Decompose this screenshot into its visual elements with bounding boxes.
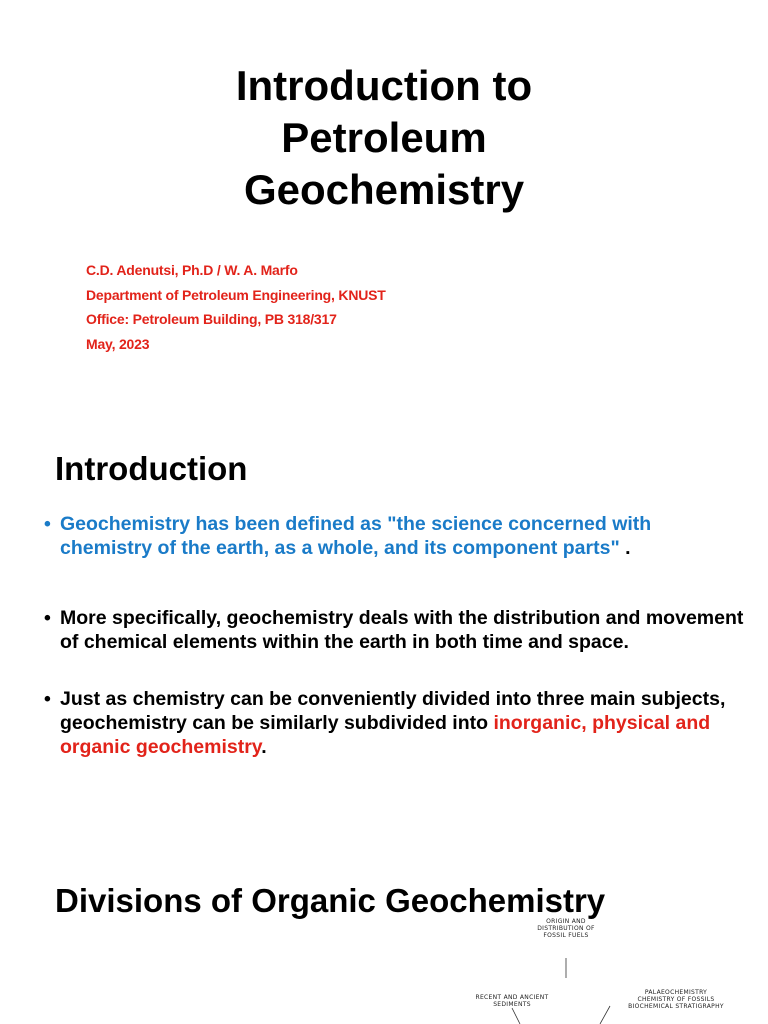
slide-heading: Divisions of Organic Geochemistry: [55, 882, 606, 919]
divisions-slide: [0, 860, 768, 1024]
bullet-glyph: •: [44, 688, 51, 710]
author-department: Department of Petroleum Engineering, KNUST: [86, 286, 386, 303]
bullet-item: [44, 687, 744, 759]
introduction-slide: [0, 420, 768, 860]
bullet-item: [44, 512, 744, 560]
slide-heading: Introduction: [55, 450, 248, 487]
presentation-date: May, 2023: [86, 335, 150, 352]
bullet-glyph: •: [44, 607, 51, 629]
author-info: [86, 258, 386, 356]
title-line: Petroleum: [281, 114, 487, 161]
divisions-diagram: [0, 860, 768, 1024]
bullet-highlight: inorganic, physical and organic geochemistry: [60, 712, 711, 758]
title-slide: [0, 0, 768, 420]
bullet-text-tail: .: [261, 736, 267, 758]
diagram-node-left: RECENT AND ANCIENT SEDIMENTS: [475, 994, 549, 1008]
connector-line: [512, 1008, 520, 1024]
bullet-text: Just as chemistry can be conveniently divided into three main subjects, geochemistry can be similarly subdivided into: [60, 688, 726, 734]
diagram-node-top: ORIGIN AND DISTRIBUTION OF FOSSIL FUELS: [537, 918, 595, 939]
bullet-text: More specifically, geochemistry deals with the distribution and movement of chemical elements within the earth in both time and space.: [60, 607, 744, 653]
bullet-glyph: •: [44, 513, 51, 535]
connector-line: [600, 1006, 610, 1024]
bullet-item: [44, 606, 744, 654]
bullet-list: [44, 512, 744, 792]
bullet-text-definition: Geochemistry has been defined as "the science concerned with chemistry of the earth, as a whole, and its component parts": [60, 513, 652, 559]
title-line: Introduction to: [235, 62, 533, 109]
diagram-node-right: PALAEOCHEMISTRY CHEMISTRY OF FOSSILS BIOCHEMICAL STRATIGRAPHY: [628, 989, 724, 1010]
author-names: C.D. Adenutsi, Ph.D / W. A. Marfo: [86, 262, 298, 278]
author-office: Office: Petroleum Building, PB 318/317: [86, 311, 337, 327]
bullet-text-tail: .: [619, 537, 631, 559]
presentation-title: [0, 60, 768, 216]
title-line: Geochemistry: [243, 166, 525, 213]
